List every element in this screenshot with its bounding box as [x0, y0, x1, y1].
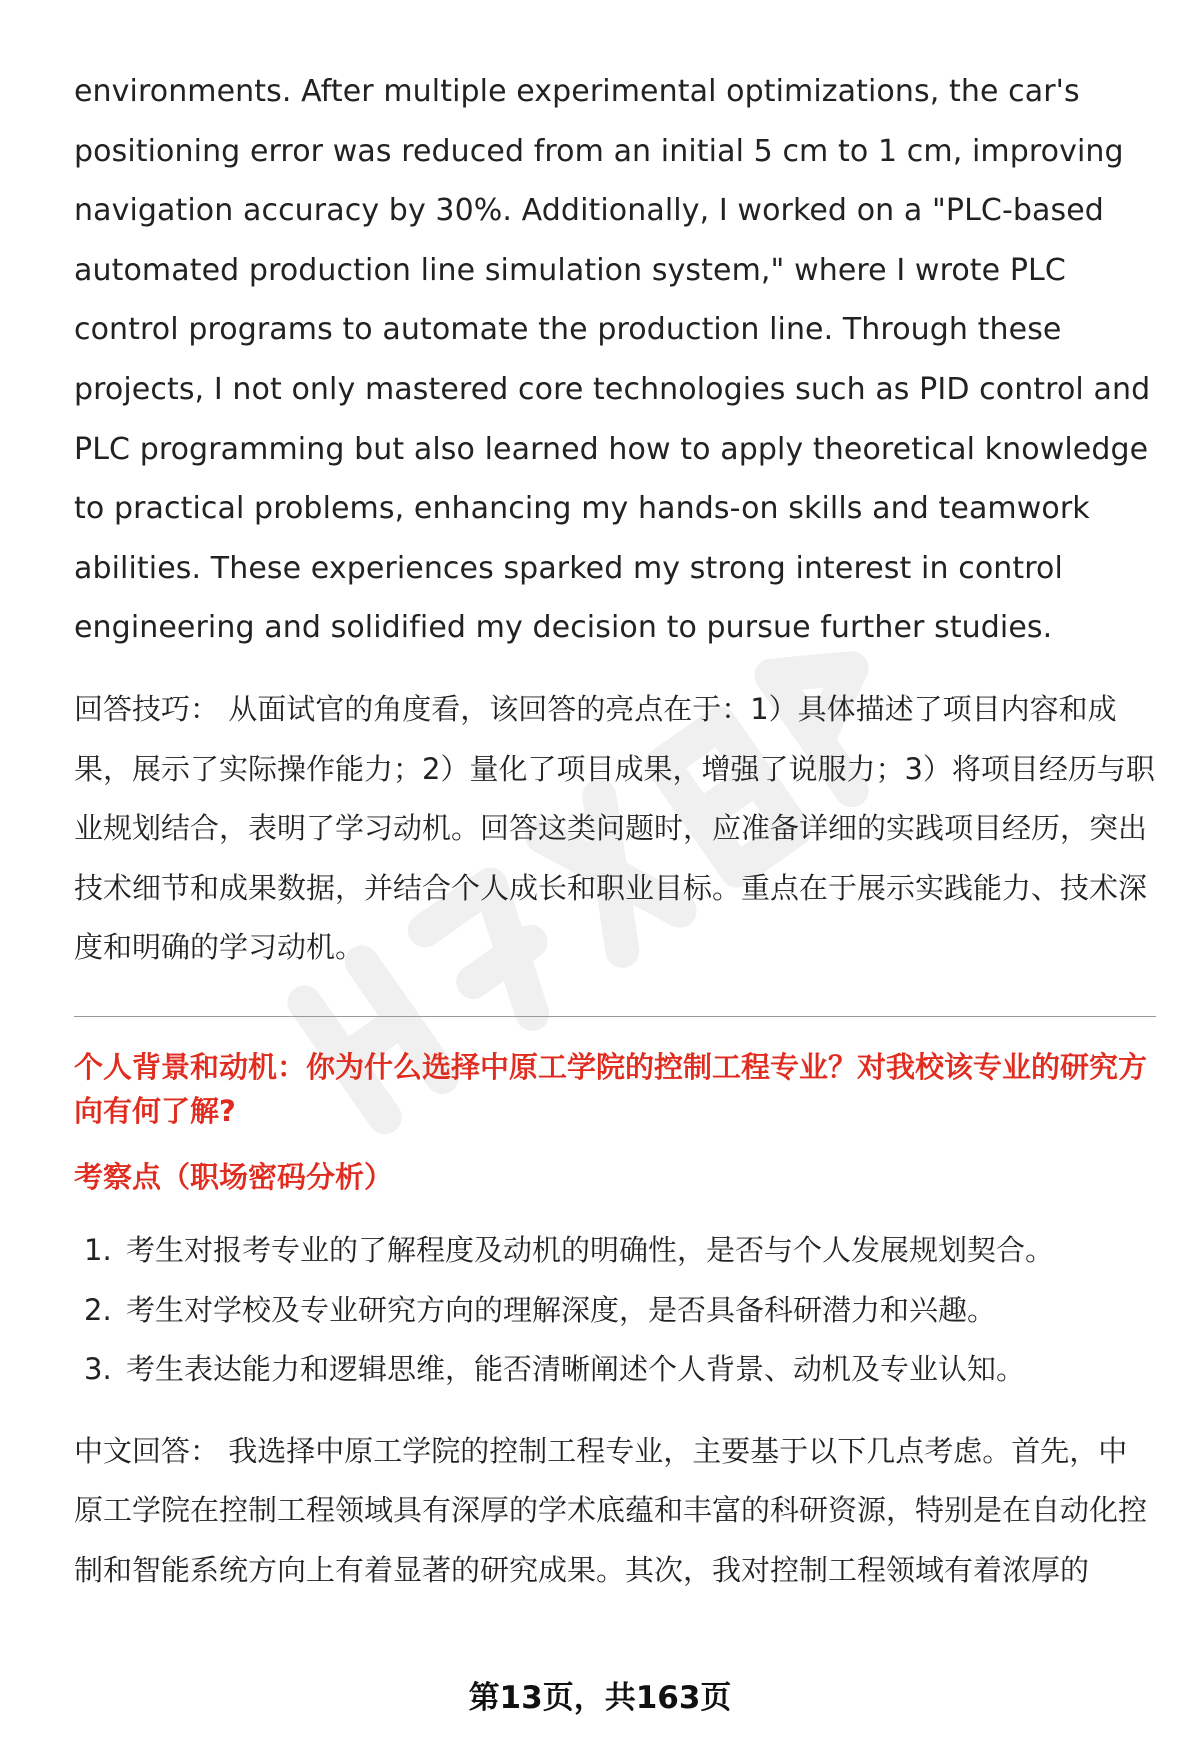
list-item-text: 考生对学校及专业研究方向的理解深度，是否具备科研潜力和兴趣。: [126, 1292, 997, 1327]
intro-paragraph: environments. After multiple experimental optimizations, the car's positioning error was reduced from an initial 5 cm to 1 cm, improving navigation accuracy by 30%. Additionally, I worked on a "PLC-based automated production line simulation system," where I wrote PLC control programs to automate the production line. Through these projects, I not only mastered core technologies such as PID control and PLC programming but also learned how to apply theoretical knowledge to practical problems, enhancing my hands-on skills and teamwork abilities. These experiences sparked my strong interest in control engineering and solidified my decision to pursue further studies.: [74, 74, 1151, 646]
section-divider: [74, 1016, 1156, 1017]
assessment-points-heading: 考察点（职场密码分析）: [74, 1159, 394, 1194]
list-item-number: 1.: [84, 1232, 112, 1267]
assessment-points-list: [74, 1221, 1156, 1400]
list-item: [74, 1340, 1156, 1400]
list-item-text: 考生表达能力和逻辑思维，能否清晰阐述个人背景、动机及专业认知。: [126, 1352, 1026, 1387]
chinese-answer-paragraph: 中文回答： 我选择中原工学院的控制工程专业，主要基于以下几点考虑。首先，中原工学院在控制工程领域具有深厚的学术底蕴和丰富的科研资源，特别是在自动化控制和智能系统方向上有着显著的研究成果。其次，我对控制工程领域有着浓厚的: [74, 1433, 1148, 1587]
list-item: [74, 1281, 1156, 1341]
list-item-text: 考生对报考专业的了解程度及动机的明确性，是否与个人发展规划契合。: [126, 1232, 1055, 1267]
list-item-number: 2.: [84, 1292, 112, 1327]
page-number-footer: 第13页，共163页: [468, 1680, 732, 1716]
main-content: [74, 62, 1156, 1600]
list-item: [74, 1221, 1156, 1281]
question-heading: 个人背景和动机：你为什么选择中原工学院的控制工程专业？对我校该专业的研究方向有何了解?: [74, 1049, 1148, 1128]
list-item-number: 3.: [84, 1352, 112, 1387]
answer-tips-paragraph: 回答技巧： 从面试官的角度看，该回答的亮点在于：1）具体描述了项目内容和成果，展示了实际操作能力；2）量化了项目成果，增强了说服力；3）将项目经历与职业规划结合，表明了学习动机。回答这类问题时，应准备详细的实践项目经历，突出技术细节和成果数据，并结合个人成长和职业目标。重点在于展示实践能力、技术深度和明确的学习动机。: [74, 691, 1155, 965]
